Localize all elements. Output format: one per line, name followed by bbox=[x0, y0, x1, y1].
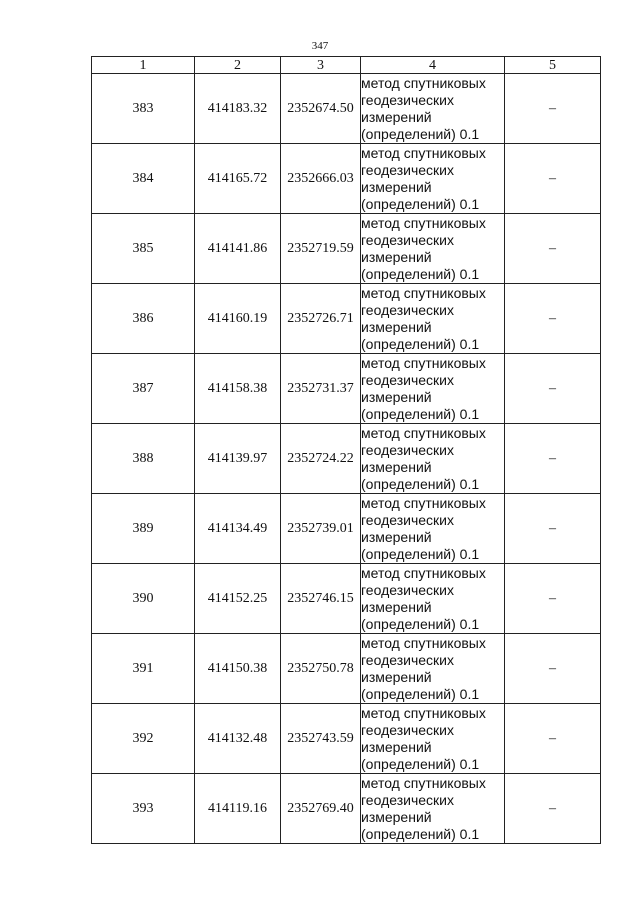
coordinate-x: 414139.97 bbox=[195, 424, 281, 494]
point-number: 390 bbox=[92, 564, 195, 634]
coordinate-x: 414150.38 bbox=[195, 634, 281, 704]
point-number: 387 bbox=[92, 354, 195, 424]
note-cell: – bbox=[505, 284, 601, 354]
coordinate-x: 414141.86 bbox=[195, 214, 281, 284]
coordinate-x: 414134.49 bbox=[195, 494, 281, 564]
note-cell: – bbox=[505, 774, 601, 844]
table-row bbox=[92, 144, 601, 214]
table-row bbox=[92, 354, 601, 424]
column-header-1: 1 bbox=[92, 57, 195, 74]
note-cell: – bbox=[505, 704, 601, 774]
determination-method: метод спутниковых геодезических измерений (определений) 0.1 bbox=[361, 214, 505, 284]
coordinate-x: 414165.72 bbox=[195, 144, 281, 214]
coordinate-y: 2352719.59 bbox=[281, 214, 361, 284]
table-header-row bbox=[92, 57, 601, 74]
coordinate-y: 2352724.22 bbox=[281, 424, 361, 494]
point-number: 383 bbox=[92, 74, 195, 144]
point-number: 386 bbox=[92, 284, 195, 354]
table-row bbox=[92, 564, 601, 634]
column-header-4: 4 bbox=[361, 57, 505, 74]
determination-method: метод спутниковых геодезических измерений (определений) 0.1 bbox=[361, 284, 505, 354]
page-number: 347 bbox=[311, 40, 329, 52]
determination-method: метод спутниковых геодезических измерений (определений) 0.1 bbox=[361, 704, 505, 774]
determination-method: метод спутниковых геодезических измерений (определений) 0.1 bbox=[361, 424, 505, 494]
coordinate-x: 414119.16 bbox=[195, 774, 281, 844]
note-cell: – bbox=[505, 354, 601, 424]
table-row bbox=[92, 774, 601, 844]
point-number: 393 bbox=[92, 774, 195, 844]
note-cell: – bbox=[505, 634, 601, 704]
coordinate-x: 414158.38 bbox=[195, 354, 281, 424]
coordinate-y: 2352743.59 bbox=[281, 704, 361, 774]
point-number: 391 bbox=[92, 634, 195, 704]
note-cell: – bbox=[505, 494, 601, 564]
point-number: 389 bbox=[92, 494, 195, 564]
coordinate-y: 2352769.40 bbox=[281, 774, 361, 844]
coordinate-x: 414160.19 bbox=[195, 284, 281, 354]
table-row bbox=[92, 284, 601, 354]
note-cell: – bbox=[505, 564, 601, 634]
coordinate-y: 2352746.15 bbox=[281, 564, 361, 634]
coordinate-x: 414183.32 bbox=[195, 74, 281, 144]
table-row bbox=[92, 704, 601, 774]
coordinates-table bbox=[91, 56, 601, 844]
point-number: 388 bbox=[92, 424, 195, 494]
column-header-2: 2 bbox=[195, 57, 281, 74]
coordinate-y: 2352726.71 bbox=[281, 284, 361, 354]
coordinate-y: 2352666.03 bbox=[281, 144, 361, 214]
determination-method: метод спутниковых геодезических измерений (определений) 0.1 bbox=[361, 494, 505, 564]
determination-method: метод спутниковых геодезических измерений (определений) 0.1 bbox=[361, 144, 505, 214]
determination-method: метод спутниковых геодезических измерений (определений) 0.1 bbox=[361, 354, 505, 424]
determination-method: метод спутниковых геодезических измерений (определений) 0.1 bbox=[361, 74, 505, 144]
table-row bbox=[92, 634, 601, 704]
determination-method: метод спутниковых геодезических измерений (определений) 0.1 bbox=[361, 774, 505, 844]
table-row bbox=[92, 74, 601, 144]
coordinate-y: 2352674.50 bbox=[281, 74, 361, 144]
table-row bbox=[92, 214, 601, 284]
note-cell: – bbox=[505, 424, 601, 494]
point-number: 385 bbox=[92, 214, 195, 284]
coordinate-y: 2352750.78 bbox=[281, 634, 361, 704]
determination-method: метод спутниковых геодезических измерений (определений) 0.1 bbox=[361, 634, 505, 704]
note-cell: – bbox=[505, 74, 601, 144]
coordinate-x: 414132.48 bbox=[195, 704, 281, 774]
column-header-3: 3 bbox=[281, 57, 361, 74]
coordinate-x: 414152.25 bbox=[195, 564, 281, 634]
note-cell: – bbox=[505, 144, 601, 214]
determination-method: метод спутниковых геодезических измерений (определений) 0.1 bbox=[361, 564, 505, 634]
column-header-5: 5 bbox=[505, 57, 601, 74]
table-row bbox=[92, 424, 601, 494]
point-number: 392 bbox=[92, 704, 195, 774]
coordinate-y: 2352731.37 bbox=[281, 354, 361, 424]
coordinate-y: 2352739.01 bbox=[281, 494, 361, 564]
point-number: 384 bbox=[92, 144, 195, 214]
table-row bbox=[92, 494, 601, 564]
note-cell: – bbox=[505, 214, 601, 284]
